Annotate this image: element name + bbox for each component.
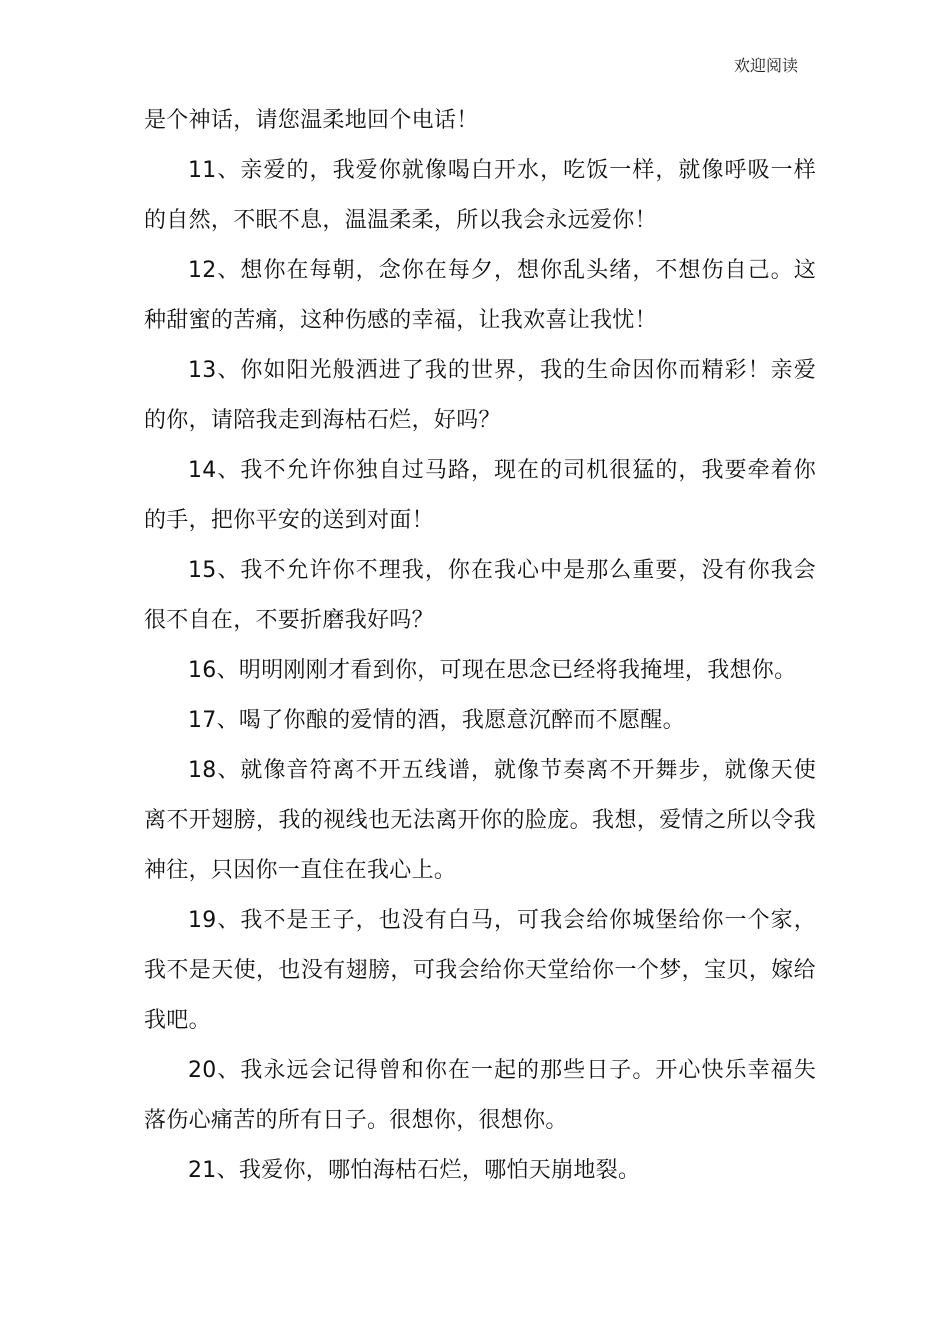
paragraph-15: 15、我不允许你不理我，你在我心中是那么重要，没有你我会很不自在，不要折磨我好吗？	[144, 558, 816, 633]
paragraph-16: 16、明明刚刚才看到你，可现在思念已经将我掩埋，我想你。	[188, 658, 797, 683]
paragraph-21: 21、我爱你，哪怕海枯石烂，哪怕天崩地裂。	[188, 1158, 641, 1183]
paragraph-18: 18、就像音符离不开五线谱，就像节奏离不开舞步，就像天使离不开翅膀，我的视线也无法离开你的脸庞。我想，爱情之所以令我神往，只因你一直住在我心上。	[144, 758, 816, 883]
paragraph-13: 13、你如阳光般洒进了我的世界，我的生命因你而精彩！亲爱的你，请陪我走到海枯石烂，好吗？	[144, 358, 816, 433]
document-body	[144, 96, 816, 1196]
paragraph-11: 11、亲爱的，我爱你就像喝白开水，吃饭一样，就像呼吸一样的自然，不眠不息，温温柔柔，所以我会永远爱你！	[144, 158, 816, 233]
paragraph-continuation: 是个神话，请您温柔地回个电话！	[144, 108, 479, 133]
paragraph-14: 14、我不允许你独自过马路，现在的司机很猛的，我要牵着你的手，把你平安的送到对面！	[144, 458, 816, 533]
paragraph-20: 20、我永远会记得曾和你在一起的那些日子。开心快乐幸福失落伤心痛苦的所有日子。很想你，很想你。	[144, 1058, 816, 1133]
paragraph-12: 12、想你在每朝，念你在每夕，想你乱头绪，不想伤自己。这种甜蜜的苦痛，这种伤感的幸福，让我欢喜让我忧！	[144, 258, 816, 333]
page-header: 欢迎阅读	[733, 56, 798, 75]
paragraph-19: 19、我不是王子，也没有白马，可我会给你城堡给你一个家，我不是天使，也没有翅膀，可我会给你天堂给你一个梦，宝贝，嫁给我吧。	[144, 908, 816, 1033]
paragraph-17: 17、喝了你酿的爱情的酒，我愿意沉醉而不愿醒。	[188, 708, 685, 733]
